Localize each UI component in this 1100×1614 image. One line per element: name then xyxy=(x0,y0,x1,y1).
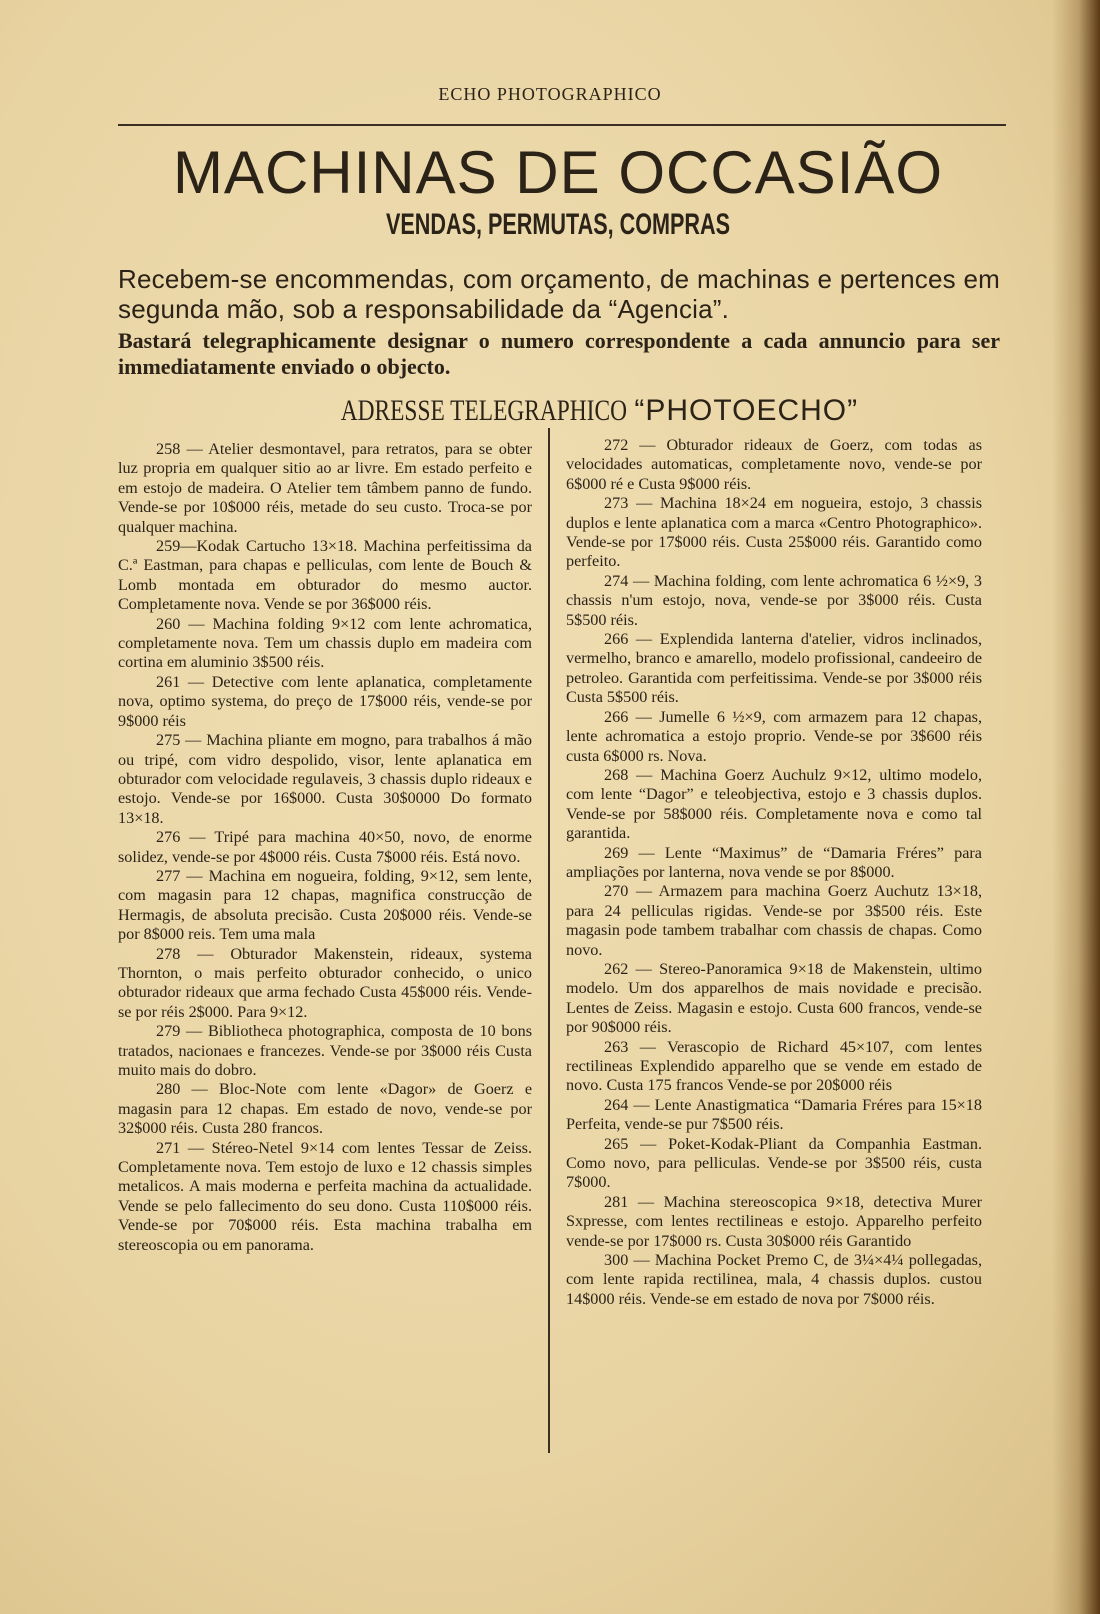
listing-entry: 278 — Obturador Makenstein, rideaux, systema Thornton, o mais perfeito obturador conhecido, o unico obturador rideaux que arma fechado Custa 45$000 réis. Vende-se por réis 2$000. Para 9×12. xyxy=(118,944,532,1021)
running-head: ECHO PHOTOGRAPHICO xyxy=(438,84,662,104)
listing-entry: 270 — Armazem para machina Goerz Auchutz 13×18, para 24 pelliculas rigidas. Vende-se por 3$500 réis. Este magasin pode tambem trabalhar com chassis de chapas. Como novo. xyxy=(566,882,982,959)
listing-entry: 271 — Stéreo-Netel 9×14 com lentes Tessar de Zeiss. Completamente nova. Tem estojo de luxo e 12 chassis simples metalicos. A mais moderna e perfeita machina da actualidade. Vende se pelo fallecimento do seu dono. Custa 110$000 réis. Vende-se por 70$000 réis. Esta machina trabalha em stereoscopia ou em panorama. xyxy=(118,1138,532,1254)
listing-entry: 272 — Obturador rideaux de Goerz, com todas as velocidades automaticas, completamente novo, vende-se por 6$000 ré e Custa 9$000 réis. xyxy=(566,436,982,493)
left-column xyxy=(118,440,532,1255)
listing-entry: 268 — Machina Goerz Auchulz 9×12, ultimo modelo, com lente “Dagor” e teleobjectiva, estojo e 3 chassis duplos. Vende-se por 58$000 réis. Completamente nova e como tal garantida. xyxy=(566,765,982,843)
listing-entry: 273 — Machina 18×24 em nogueira, estojo, 3 chassis duplos e lente aplanatica com a marca «Centro Photographico». Vende-se por 17$000 réis. Custa 25$000 réis. Garantido como perfeito. xyxy=(566,494,982,571)
notice-paragraph: Recebem-se encommendas, com orçamento, de machinas e pertences em segunda mão, sob a responsabilidade da “Agencia”. xyxy=(118,264,1000,324)
listing-entry: 266 — Explendida lanterna d'atelier, vidros inclinados, vermelho, branco e amarello, modelo profissional, candeeiro de petroleo. Garantida com perfeitissima. Vende-se por 3$000 réis Custa 5$500 réis. xyxy=(566,630,982,707)
listing-entry: 258 — Atelier desmontavel, para retratos, para se obter luz propria em qualquer sitio ao ar livre. Em estado perfeito e em estojo de madeira. O Atelier tem tâmbem panno de fundo. Vende-se por 10$000 réis, metade do seu custo. Troca-se por qualquer machina. xyxy=(118,440,532,536)
listing-entry: 274 — Machina folding, com lente achromatica 6 ½×9, 3 chassis n'um estojo, nova, vende-se por 3$000 réis. Custa 5$500 réis. xyxy=(566,571,982,629)
instruction-paragraph: Bastará telegraphicamente designar o numero correspondente a cada annuncio para ser immediatamente enviado o objecto. xyxy=(118,328,1000,379)
listing-entry: 265 — Poket-Kodak-Pliant da Companhia Eastman. Como novo, para pelliculas. Vende-se por 3$500 réis, custa 7$000. xyxy=(566,1134,982,1192)
listing-entry: 279 — Bibliotheca photographica, composta de 10 bons tratados, nacionaes e francezes. Vende-se por 3$000 réis Custa muito mais do dobro. xyxy=(118,1022,532,1079)
listing-entry: 262 — Stereo-Panoramica 9×18 de Makenstein, ultimo modelo. Um dos apparelhos de mais novidade e precisão. Lentes de Zeiss. Magasin e estojo. Custa 600 francos, vende-se por 90$000 réis. xyxy=(566,959,982,1037)
listing-entry: 281 — Machina stereoscopica 9×18, detectiva Murer Sxpresse, com lentes rectilineas e estojo. Apparelho perfeito vende-se por 17$000 rs. Custa 30$000 réis Garantido xyxy=(566,1192,982,1250)
telegraph-code: “PHOTOECHO” xyxy=(634,394,859,427)
page-title: MACHINAS DE OCCASIÃO xyxy=(172,139,944,206)
listing-entry: 263 — Verascopio de Richard 45×107, com lentes rectilineas Explendido apparelho que se vende em estado de novo. Custa 175 francos Vende-se por 20$000 réis xyxy=(566,1037,982,1095)
listing-entry: 264 — Lente Anastigmatica “Damaria Fréres para 15×18 Perfeita, vende-se pur 7$500 réis. xyxy=(566,1095,982,1134)
listing-entry: 300 — Machina Pocket Premo C, de 3¼×4¼ pollegadas, com lente rapida rectilinea, mala, 4 chassis duplos. custou 14$000 réis. Vende-se em estado de nova por 7$000 réis. xyxy=(566,1251,982,1308)
listing-entry: 269 — Lente “Maximus” de “Damaria Fréres” para ampliações por lanterna, nova vende se por 8$000. xyxy=(566,843,982,881)
right-column xyxy=(566,436,982,1309)
listing-entry: 276 — Tripé para machina 40×50, novo, de enorme solidez, vende-se por 4$000 réis. Custa 7$000 réis. Está novo. xyxy=(118,828,532,866)
listing-entry: 277 — Machina em nogueira, folding, 9×12, sem lente, com magasin para 12 chapas, magnifica construcção de Hermagis, de absoluta precisão. Custa 20$000 réis. Vende-se por 8$000 reis. Tem uma mala xyxy=(118,866,532,944)
book-spine-shadow xyxy=(1052,0,1100,1614)
listing-entry: 266 — Jumelle 6 ½×9, com armazem para 12 chapas, lente achromatica a estojo proprio. Vende-se por 3$600 réis custa 6$000 rs. Nova. xyxy=(566,707,982,765)
listing-entry: 260 — Machina folding 9×12 com lente achromatica, completamente nova. Tem um chassis duplo em madeira com cortina em aluminio 3$500 réis. xyxy=(118,614,532,672)
column-divider xyxy=(548,428,550,1453)
listing-entry: 280 — Bloc-Note com lente «Dagor» de Goerz e magasin para 12 chapas. Em estado de novo, vende-se por 32$000 réis. Custa 280 francos. xyxy=(118,1080,532,1138)
header-rule xyxy=(118,124,1006,126)
telegraph-label: ADRESSE TELEGRAPHICO xyxy=(340,394,627,427)
telegraph-address xyxy=(118,394,1000,428)
listing-entry: 259—Kodak Cartucho 13×18. Machina perfeitissima da C.ª Eastman, para chapas e pelliculas, com lente de Bouch & Lomb montada em obturador do mesmo auctor. Completamente nova. Vende se por 36$000 réis. xyxy=(118,537,532,614)
page-subtitle: VENDAS, PERMUTAS, COMPRAS xyxy=(385,208,731,241)
listing-entry: 275 — Machina pliante em mogno, para trabalhos á mão ou tripé, com vidro despolido, visor, lente aplanatica em obturador com velocidade regulaveis, 3 chassis duplo rideaux e estojo. Vende-se por 16$000. Custa 30$0000 Do formato 13×18. xyxy=(118,731,532,827)
listing-entry: 261 — Detective com lente aplanatica, completamente nova, optimo systema, do preço de 17$000 réis, vende-se por 9$000 réis xyxy=(118,672,532,730)
